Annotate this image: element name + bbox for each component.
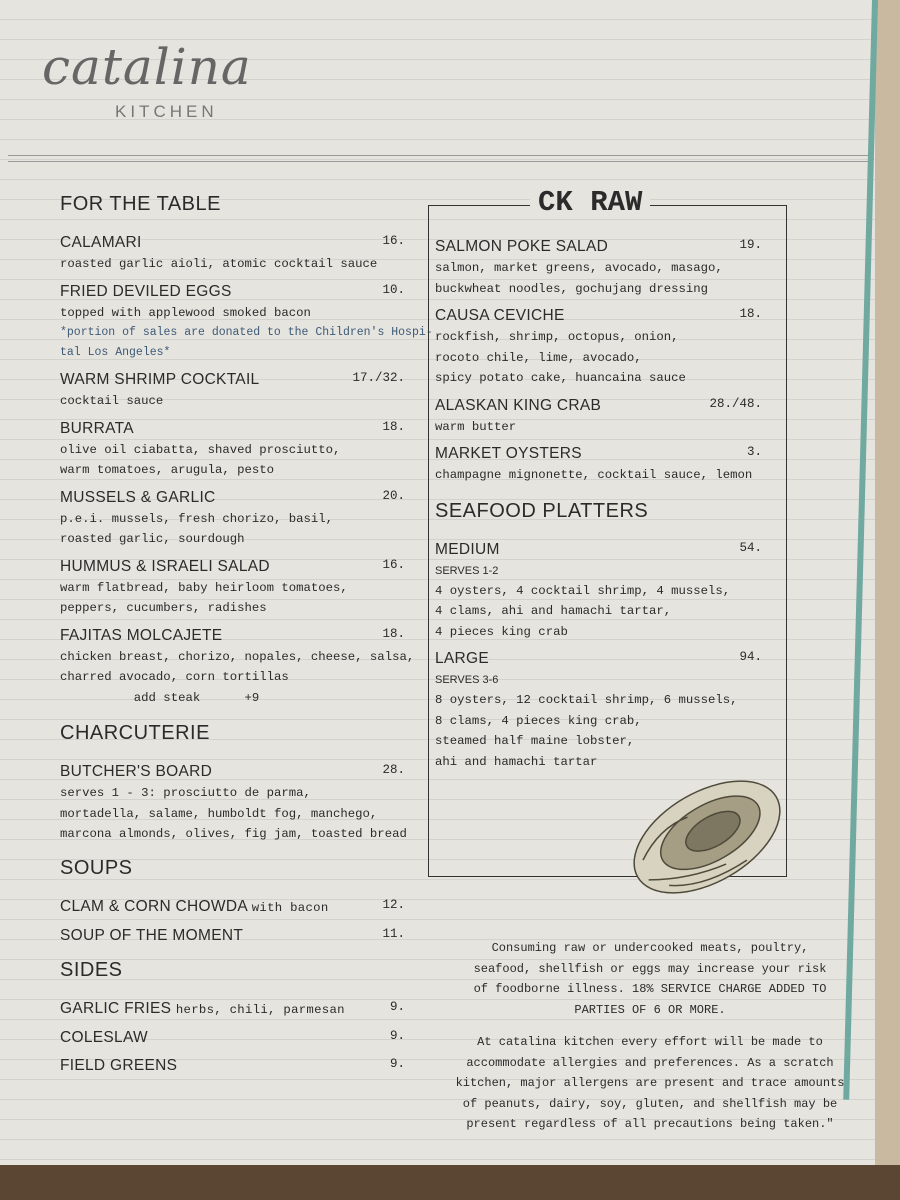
section-title: SIDES [60,958,123,981]
item-description: olive oil ciabatta, shaved prosciutto, [60,442,341,457]
item-note: *portion of sales are donated to the Children's Hospi- [60,326,433,339]
item-extra: herbs, chili, parmesan [175,1002,345,1017]
item-description: 4 oysters, 4 cocktail shrimp, 4 mussels, [435,583,731,598]
item-description: serves 1 - 3: prosciutto de parma, [60,786,311,800]
allergy-line: At catalina kitchen every effort will be made to [477,1035,823,1049]
item-name-text: LARGE [435,650,490,667]
item-name [435,539,762,561]
item-name: ALASKAN KING CRAB [435,396,602,414]
item-name [60,487,405,509]
section-title: SOUPS [60,856,133,879]
item-name [60,281,405,303]
item-name [60,1027,405,1049]
menu-item [60,998,405,1021]
item-price: 18. [739,307,762,321]
section-title: CHARCUTERIE [60,722,210,744]
item-price: 17./32. [352,371,405,385]
menu-item [435,305,762,389]
item-price: 18. [382,419,405,434]
item-description: roasted garlic, sourdough [60,532,245,546]
section-title: SEAFOOD PLATTERS [435,499,649,522]
item-description: rockfish, shrimp, octopus, onion, [435,330,679,344]
item-name-text: COLESLAW [60,1028,148,1046]
item-description: charred avocado, corn tortillas [60,670,289,684]
item-name: SALMON POKE SALAD [435,238,609,255]
item-description: 8 clams, 4 pieces king crab, [435,713,642,728]
table-surface [0,1165,900,1200]
allergy-line: present regardless of all precautions being taken." [466,1117,834,1131]
item-name [60,925,405,947]
item-name-text: MEDIUM [435,540,500,558]
item-price: 9. [389,1056,405,1071]
menu-item [60,896,405,919]
item-price: 16. [382,234,405,248]
ck-raw-title: CK RAW [530,186,650,219]
item-description: mortadella, salame, humboldt fog, manchego, [60,806,378,821]
item-description: spicy potato cake, huancaina sauce [435,371,686,385]
item-description: peppers, cucumbers, radishes [60,601,267,615]
item-description: warm tomatoes, arugula, pesto [60,463,275,477]
item-price: 10. [382,282,405,297]
divider [8,161,868,162]
item-extra: with bacon [251,900,329,915]
menu-item [60,625,415,709]
item-description: cocktail sauce [60,394,164,408]
item-name [60,625,405,647]
allergy-line: accommodate allergies and preferences. As a scratch [466,1055,834,1070]
item-name-text: HUMMUS & ISRAELI SALAD [60,557,270,575]
item-name [60,896,405,919]
left-column [60,193,433,1083]
item-price: 3. [746,445,762,459]
item-description: roasted garlic aioli, atomic cocktail sauce [60,257,378,271]
allergy-notice [455,1032,845,1135]
raw-food-warning [455,938,845,1020]
item-serves: SERVES 1-2 [435,564,499,577]
item-name [435,648,762,670]
item-price: 12. [382,897,405,912]
menu-item [60,761,405,845]
warning-line: Consuming raw or undercooked meats, poultry, [491,941,809,955]
item-price: 28./48. [709,396,762,411]
item-description: 4 pieces king crab [435,624,568,639]
oyster-illustration-icon [620,765,795,910]
menu-item [435,395,762,438]
menu-item [60,1027,405,1049]
item-name [60,418,405,440]
menu-item [60,418,405,481]
warning-line: seafood, shellfish or eggs may increase your risk [473,961,827,976]
menu-item [60,1055,405,1077]
menu-item [60,556,405,619]
item-description: rocoto chile, lime, avocado, [435,350,642,365]
menu-item [60,369,405,412]
item-price: 16. [382,557,405,572]
item-name-text: CLAM & CORN CHOWDA [60,897,248,915]
item-price: 9. [389,1028,405,1043]
item-description: p.e.i. mussels, fresh chorizo, basil, [60,511,334,526]
item-price: 18. [382,626,405,641]
item-description: salmon, market greens, avocado, masago, [435,261,723,275]
menu-item [435,648,762,772]
item-name [60,232,405,254]
allergy-line: of peanuts, dairy, soy, gluten, and shellfish may be [462,1096,838,1111]
item-name-text: BURRATA [60,419,134,437]
item-name: CAUSA CEVICHE [435,307,565,324]
item-name-text: FAJITAS MOLCAJETE [60,626,223,644]
allergy-line: kitchen, major allergens are present and trace amounts [455,1076,845,1090]
section-title: FOR THE TABLE [60,193,221,215]
menu-item [435,236,762,299]
item-price: 20. [382,488,405,503]
brand-subtitle: KITCHEN [115,102,218,121]
item-description: add steak +9 [60,690,260,705]
item-description: steamed half maine lobster, [435,734,635,748]
item-price: 54. [739,540,762,555]
warning-line: PARTIES OF 6 OR MORE. [574,1002,726,1017]
item-description: marcona almonds, olives, fig jam, toasted bread [60,827,407,841]
warning-line: of foodborne illness. 18% SERVICE CHARGE ADDED TO [473,982,827,996]
item-name-text: CALAMARI [60,234,142,251]
item-name: MARKET OYSTERS [435,445,582,462]
item-price: 28. [382,763,405,777]
item-description: 4 clams, ahi and hamachi tartar, [435,604,672,618]
menu-item [435,539,762,643]
next-page-edge [875,0,900,1170]
divider [8,155,868,156]
item-description: buckwheat noodles, gochujang dressing [435,281,709,296]
item-description: ahi and hamachi tartar [435,754,598,769]
item-name [60,556,405,578]
item-description: warm butter [435,419,517,434]
brand-logo: catalina [42,38,252,96]
item-serves: SERVES 3-6 [435,674,499,686]
item-name-text: BUTCHER'S BOARD [60,763,213,780]
item-description: topped with applewood smoked bacon [60,305,311,320]
item-name [60,998,405,1021]
item-description: chicken breast, chorizo, nopales, cheese, salsa, [60,649,415,664]
item-name-text: WARM SHRIMP COCKTAIL [60,371,260,388]
item-description: champagne mignonette, cocktail sauce, lemon [435,468,753,482]
menu-item [60,232,405,275]
item-name-text: MUSSELS & GARLIC [60,488,216,506]
item-price: 94. [739,650,762,664]
item-price: 9. [389,999,405,1014]
menu-item [60,487,405,550]
item-price: 19. [739,238,762,252]
item-name [60,761,405,783]
item-name-text: FIELD GREENS [60,1056,178,1074]
item-description: 8 oysters, 12 cocktail shrimp, 6 mussels, [435,693,738,707]
menu-item [60,281,433,364]
menu-item [60,925,405,947]
item-name-text: FRIED DEVILED EGGS [60,282,232,300]
item-description: warm flatbread, baby heirloom tomatoes, [60,580,348,595]
item-name-text: SOUP OF THE MOMENT [60,926,244,944]
item-note: tal Los Angeles* [60,346,171,359]
menu-item [435,443,762,486]
item-name [60,1055,405,1077]
item-name-text: GARLIC FRIES [60,999,172,1017]
raw-column [435,236,762,778]
item-price: 11. [382,926,405,941]
